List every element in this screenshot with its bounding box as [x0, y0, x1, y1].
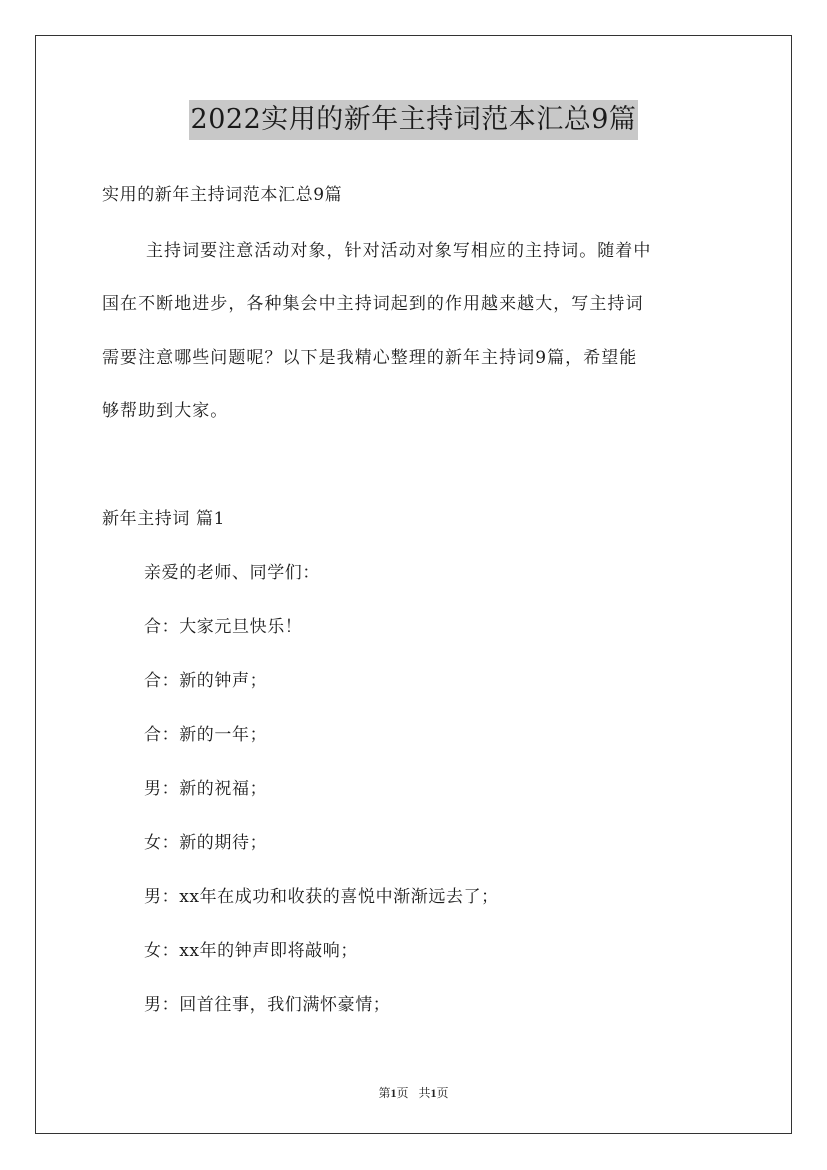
speech-line-4: 合：新的一年；	[144, 725, 268, 745]
intro-line-4: 够帮助到大家。	[102, 401, 229, 421]
footer-total-suffix: 页	[436, 1086, 449, 1100]
speech-line-6: 女：新的期待；	[144, 833, 268, 853]
document-subtitle: 实用的新年主持词范本汇总9篇	[102, 185, 343, 205]
speech-line-7: 男：xx年在成功和收获的喜悦中渐渐远去了；	[144, 887, 499, 907]
section-heading: 新年主持词 篇1	[102, 509, 226, 529]
intro-line-3: 需要注意哪些问题呢？以下是我精心整理的新年主持词9篇，希望能	[102, 348, 638, 368]
footer-page-number: 1	[390, 1086, 397, 1100]
document-title: 2022实用的新年主持词范本汇总9篇	[189, 100, 639, 140]
intro-line-1: 主持词要注意活动对象，针对活动对象写相应的主持词。随着中	[146, 241, 652, 261]
page-footer	[0, 1085, 827, 1101]
footer-total-prefix: 共	[418, 1086, 431, 1100]
intro-line-2: 国在不断地进步，各种集会中主持词起到的作用越来越大，写主持词	[102, 294, 644, 314]
footer-page-suffix: 页	[396, 1086, 409, 1100]
footer-page-prefix: 第	[378, 1086, 391, 1100]
speech-line-8: 女：xx年的钟声即将敲响；	[144, 941, 358, 961]
speech-line-1: 亲爱的老师、同学们：	[144, 563, 320, 583]
footer-total-number: 1	[430, 1086, 437, 1100]
speech-line-3: 合：新的钟声；	[144, 671, 268, 691]
speech-line-9: 男：回首往事，我们满怀豪情；	[144, 995, 391, 1015]
title-container	[0, 100, 827, 140]
speech-line-2: 合：大家元旦快乐！	[144, 617, 303, 637]
speech-line-5: 男：新的祝福；	[144, 779, 268, 799]
